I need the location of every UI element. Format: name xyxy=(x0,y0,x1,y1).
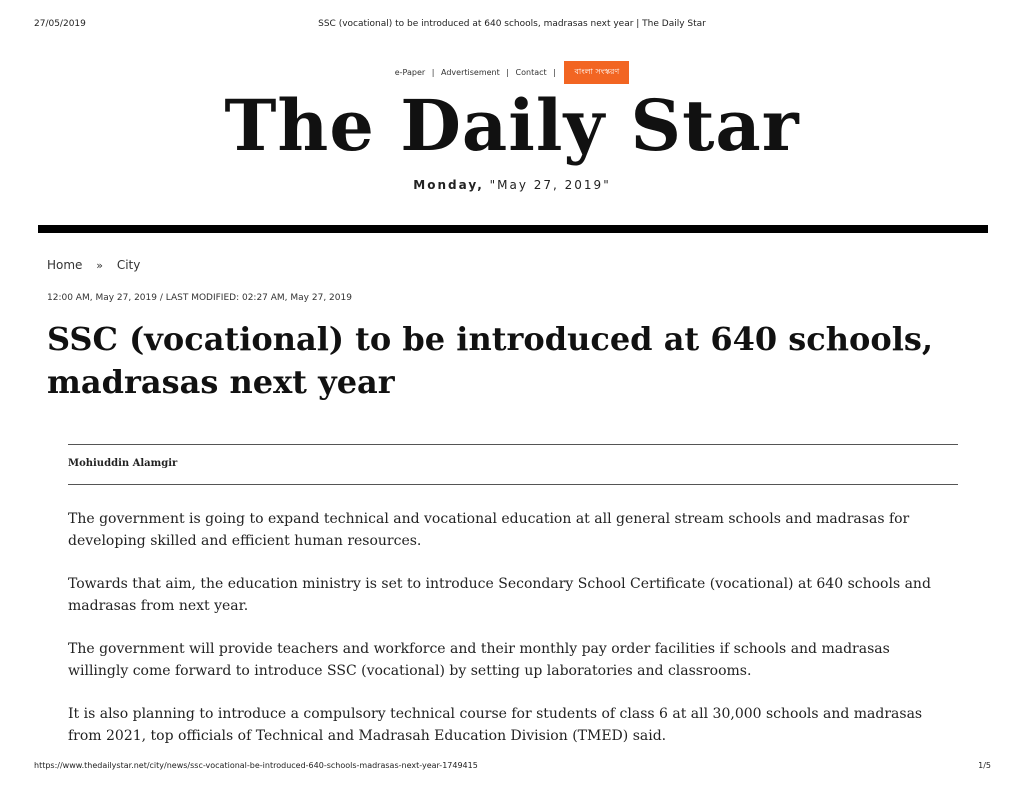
breadcrumb-home-link[interactable]: Home xyxy=(47,258,83,272)
article-paragraph: It is also planning to introduce a compulsory technical course for students of class 6 at all 30,000 schools and madrasas from 2021, top officials of Technical and Madrasah Education Division (TMED) said. xyxy=(68,706,923,744)
link-separator: | xyxy=(553,68,556,77)
masthead-date xyxy=(0,178,1024,192)
print-url: https://www.thedailystar.net/city/news/ssc-vocational-be-introduced-640-schools-madrasas-next-year-1749415 xyxy=(34,761,478,770)
header-divider xyxy=(38,225,988,233)
article-body xyxy=(68,508,948,768)
advertisement-link[interactable]: Advertisement xyxy=(441,68,500,77)
contact-link[interactable]: Contact xyxy=(515,68,547,77)
chevron-right-icon: » xyxy=(96,259,103,272)
author-bottom-divider xyxy=(68,484,958,485)
print-page-number: 1/5 xyxy=(978,761,991,770)
bangla-edition-button[interactable]: বাংলা সংস্করণ xyxy=(564,61,629,84)
masthead-date-value: "May 27, 2019" xyxy=(489,178,611,192)
epaper-link[interactable]: e-Paper xyxy=(394,68,426,77)
top-links-bar xyxy=(0,61,1024,84)
link-separator: | xyxy=(431,68,435,77)
breadcrumb-section-link[interactable]: City xyxy=(116,258,141,272)
article-paragraph: Towards that aim, the education ministry is set to introduce Secondary School Certificate (vocational) at 640 schools and madrasas from next year. xyxy=(68,576,931,614)
masthead-logo[interactable]: The Daily Star xyxy=(224,84,800,167)
author-top-divider xyxy=(68,444,958,445)
print-date: 27/05/2019 xyxy=(34,19,86,29)
print-page-title: SSC (vocational) to be introduced at 640 schools, madrasas next year | The Daily Star xyxy=(318,19,706,29)
article-author[interactable]: Mohiuddin Alamgir xyxy=(68,458,178,469)
article-paragraph: The government will provide teachers and workforce and their monthly pay order facilities if schools and madrasas willingly come forward to introduce SSC (vocational) by setting up laboratories and classrooms. xyxy=(68,641,890,679)
masthead-day: Monday, xyxy=(413,178,484,192)
link-separator: | xyxy=(506,68,509,77)
article-paragraph: The government is going to expand technical and vocational education at all general stream schools and madrasas for developing skilled and efficient human resources. xyxy=(68,511,910,549)
article-timestamp: 12:00 AM, May 27, 2019 / LAST MODIFIED: 02:27 AM, May 27, 2019 xyxy=(47,293,352,303)
article-headline: SSC (vocational) to be introduced at 640 schools, madrasas next year xyxy=(47,320,934,401)
breadcrumb xyxy=(47,258,140,272)
